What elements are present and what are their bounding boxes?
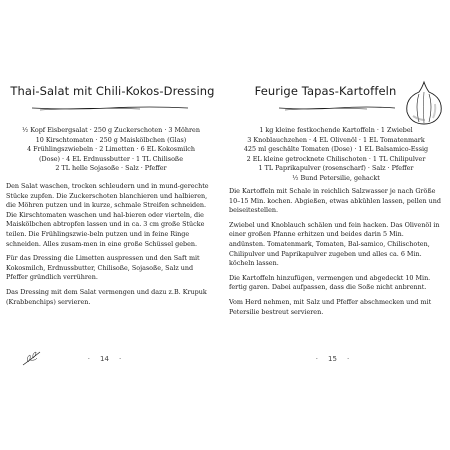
right-recipe-title: Feurige Tapas-Kartoffeln: [254, 84, 397, 98]
page-number-value: 15: [328, 355, 337, 363]
right-page: [225, 0, 450, 450]
instruction-paragraph: Die Kartoffeln hinzufügen, vermengen und abgedeckt 10 Min. fertig garen. Dabei aufpassen, dass die Soße nicht anbrennt.: [229, 273, 431, 292]
instruction-paragraph: Zwiebel und Knoblauch schälen und fein hacken. Das Olivenöl in einer großen Pfanne erhitzen und beides darin 5 Min. andünsten. Tomatenmark, Tomaten, Bal-samico, Chilischoten, Chilipulver und Paprikapulver zugeben und alles ca. 6 Min. köcheln lassen.: [229, 220, 440, 268]
right-page-number: · 15 ·: [315, 355, 350, 363]
instruction-paragraph: Die Kartoffeln mit Schale in reichlich Salzwasser je nach Größe 10–15 Min. kochen. Abgießen, etwas abkühlen lassen, pellen und beiseitestellen.: [229, 187, 441, 215]
ingredient-line: 2 TL helle Sojasoße · Salz · Pfeffer: [55, 164, 167, 173]
ingredient-line: 10 Kirschtomaten · 250 g Maiskölbchen (Glas): [35, 135, 187, 144]
ingredient-line: 3 Knoblauchzehen · 4 EL Olivenöl · 1 EL Tomatenmark: [247, 135, 425, 144]
left-instructions: [6, 182, 214, 312]
instruction-paragraph: Für das Dressing die Limetten auspressen und den Saft mit Kokosmilch, Erdnussbutter, Chilisoße, Sojasoße, Salz und Pfeffer gründlich verrühren.: [6, 254, 200, 282]
ingredient-line: ½ Kopf Eisbergsalat · 250 g Zuckerschoten · 3 Möhren: [22, 126, 200, 134]
left-recipe-title: Thai-Salat mit Chili-Kokos-Dressing: [10, 84, 215, 98]
ingredient-line: 425 ml geschälte Tomaten (Dose) · 1 EL Balsamico-Essig: [243, 145, 429, 154]
left-page-number: · 14 ·: [87, 355, 122, 363]
ingredient-line: 1 kg kleine festkochende Kartoffeln · 1 Zwiebel: [259, 126, 413, 134]
ingredient-line: 2 EL kleine getrocknete Chilischoten · 1 TL Chilipulver: [246, 154, 426, 163]
page-number-value: 14: [100, 355, 109, 363]
right-instructions: [229, 187, 441, 322]
instruction-paragraph: Vom Herd nehmen, mit Salz und Pfeffer abschmecken und mit Petersilie bestreut servieren.: [229, 297, 432, 316]
ingredient-line: (Dose) · 4 EL Erdnussbutter · 1 TL Chilisoße: [39, 154, 183, 163]
title-underline-decoration: [30, 104, 190, 112]
ingredient-line: ½ Bund Petersilie, gehackt: [292, 173, 380, 182]
garlic-icon: [395, 76, 450, 128]
instruction-paragraph: Das Dressing mit dem Salat vermengen und dazu z.B. Krupuk (Krabbenchips) servieren.: [6, 287, 207, 306]
title-underline-decoration: [277, 104, 397, 112]
instruction-paragraph: Den Salat waschen, trocken schleudern und in mund-gerechte Stücke zupfen. Die Zuckerschoten blanchieren und halbieren, die Möhren putzen und in kurze, schmale Streifen schneiden. Die Kirschtomaten waschen und hal-bieren oder vierteln, die Maiskölbchen abtropfen lassen und in ca. 3 cm große Stücke teilen. Die Frühlingszwie-beln putzen und in feine Ringe schneiden. Alles zusam-men in eine große Schüssel geben.: [6, 182, 209, 248]
ingredient-line: 4 Frühlingszwiebeln · 2 Limetten · 6 EL Kokosmilch: [27, 145, 195, 154]
ingredient-line: 1 TL Paprikapulver (rosenscharf) · Salz · Pfeffer: [258, 164, 414, 173]
right-ingredients: [229, 126, 443, 184]
left-ingredients: [8, 126, 214, 174]
